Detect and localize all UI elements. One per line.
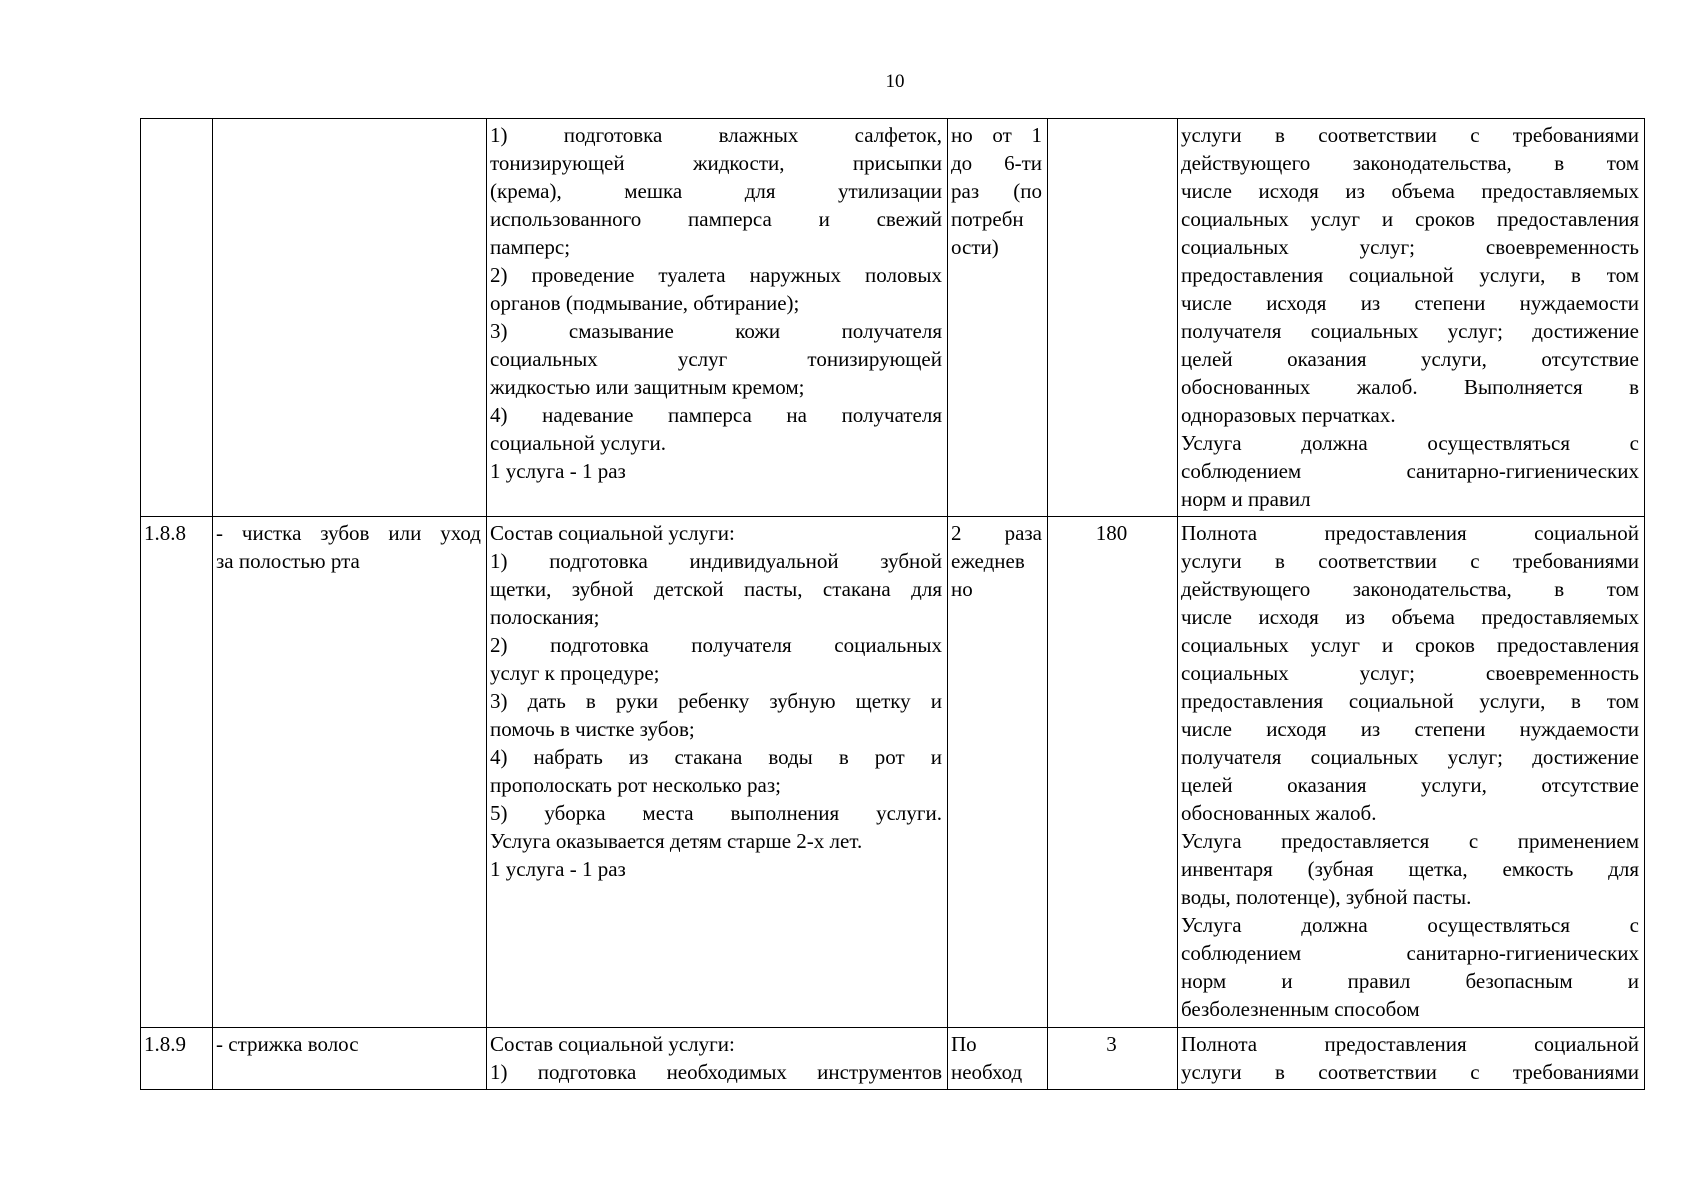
text-line: услуги в соответствии с требованиями — [1181, 123, 1639, 147]
text-line: По — [951, 1032, 977, 1056]
text-line: 3) дать в руки ребенку зубную щетку и — [490, 689, 942, 713]
text-line: 3) смазывание кожи получателя — [490, 319, 942, 343]
text-line: соблюдением санитарно-гигиенических — [1181, 459, 1639, 483]
text-line: безболезненным способом — [1181, 997, 1420, 1021]
text-line: 1 услуга - 1 раз — [490, 857, 626, 881]
text-line: социальных услуг; своевременность — [1181, 235, 1639, 259]
text-line: норм и правил — [1181, 487, 1311, 511]
text-line: памперс; — [490, 235, 571, 259]
service-cost-cell — [1048, 119, 1178, 517]
text-line: раз (по — [951, 179, 1042, 203]
services-table — [140, 118, 1645, 1090]
text-line: 2) проведение туалета наружных половых — [490, 263, 942, 287]
text-line: за полостью рта — [216, 549, 360, 573]
text-line: услуги в соответствии с требованиями — [1181, 1060, 1639, 1084]
text-line: действующего законодательства, в том — [1181, 577, 1639, 601]
text-line: социальных услуг; своевременность — [1181, 661, 1639, 685]
text-line: Услуга предоставляется с применением — [1181, 829, 1639, 853]
text-line: 2) подготовка получателя социальных — [490, 633, 942, 657]
text-line: тонизирующей жидкости, присыпки — [490, 151, 942, 175]
text-line: но от 1 — [951, 123, 1042, 147]
service-code-cell: 1.8.8 — [141, 517, 213, 1028]
text-line: числе исходя из объема предоставляемых — [1181, 179, 1639, 203]
text-line: инвентаря (зубная щетка, емкость для — [1181, 857, 1639, 881]
service-name-cell — [213, 119, 487, 517]
service-frequency-cell — [948, 119, 1048, 517]
text-line: 1) подготовка влажных салфеток, — [490, 123, 942, 147]
text-line: органов (подмывание, обтирание); — [490, 291, 800, 315]
text-line: числе исходя из степени нуждаемости — [1181, 291, 1639, 315]
text-line: полоскания; — [490, 605, 600, 629]
text-line: получателя социальных услуг; достижение — [1181, 745, 1639, 769]
text-line: Состав социальной услуги: — [490, 1032, 735, 1056]
service-criteria-cell — [1178, 1028, 1645, 1090]
text-line: обоснованных жалоб. — [1181, 801, 1377, 825]
text-line: 1) подготовка индивидуальной зубной — [490, 549, 942, 573]
text-line: Полнота предоставления социальной — [1181, 521, 1639, 545]
text-line: одноразовых перчатках. — [1181, 403, 1396, 427]
text-line: Услуга должна осуществляться с — [1181, 913, 1639, 937]
text-line: 1 услуга - 1 раз — [490, 459, 626, 483]
text-line: услуги в соответствии с требованиями — [1181, 549, 1639, 573]
text-line: прополоскать рот несколько раз; — [490, 773, 781, 797]
service-name-cell — [213, 1028, 487, 1090]
text-line: Полнота предоставления социальной — [1181, 1032, 1639, 1056]
text-line: но — [951, 577, 973, 601]
text-line: использованного памперса и свежий — [490, 207, 942, 231]
text-line: ости) — [951, 235, 999, 259]
table-row — [141, 119, 1645, 517]
text-line: социальных услуг тонизирующей — [490, 347, 942, 371]
text-line: целей оказания услуги, отсутствие — [1181, 347, 1639, 371]
text-line: щетки, зубной детской пасты, стакана для — [490, 577, 942, 601]
service-content-cell — [487, 119, 948, 517]
service-name-cell — [213, 517, 487, 1028]
text-line: предоставления социальной услуги, в том — [1181, 263, 1639, 287]
service-frequency-cell — [948, 517, 1048, 1028]
text-line: потребн — [951, 207, 1024, 231]
text-line: соблюдением санитарно-гигиенических — [1181, 941, 1639, 965]
text-line: ежеднев — [951, 549, 1025, 573]
text-line: (крема), мешка для утилизации — [490, 179, 942, 203]
text-line: 4) надевание памперса на получателя — [490, 403, 942, 427]
text-line: жидкостью или защитным кремом; — [490, 375, 805, 399]
service-criteria-cell — [1178, 517, 1645, 1028]
text-line: социальных услуг и сроков предоставления — [1181, 633, 1639, 657]
text-line: 1) подготовка необходимых инструментов — [490, 1060, 942, 1084]
text-line: числе исходя из объема предоставляемых — [1181, 605, 1639, 629]
text-line: числе исходя из степени нуждаемости — [1181, 717, 1639, 741]
text-line: Услуга должна осуществляться с — [1181, 431, 1639, 455]
text-line: необход — [951, 1060, 1023, 1084]
text-line: 5) уборка места выполнения услуги. — [490, 801, 942, 825]
table-row — [141, 517, 1645, 1028]
service-code-cell — [141, 119, 213, 517]
text-line: - чистка зубов или уход — [216, 521, 481, 545]
text-line: Состав социальной услуги: — [490, 521, 735, 545]
text-line: помочь в чистке зубов; — [490, 717, 695, 741]
service-criteria-cell — [1178, 119, 1645, 517]
service-cost-cell: 3 — [1048, 1028, 1178, 1090]
text-line: социальной услуги. — [490, 431, 666, 455]
text-line: Услуга оказывается детям старше 2-х лет. — [490, 829, 863, 853]
page-number: 10 — [885, 71, 905, 92]
service-content-cell — [487, 517, 948, 1028]
service-code-cell: 1.8.9 — [141, 1028, 213, 1090]
text-line: - стрижка волос — [216, 1032, 359, 1056]
text-line: действующего законодательства, в том — [1181, 151, 1639, 175]
text-line: услуг к процедуре; — [490, 661, 660, 685]
text-line: 2 раза — [951, 521, 1042, 545]
service-content-cell — [487, 1028, 948, 1090]
service-frequency-cell — [948, 1028, 1048, 1090]
service-cost-cell: 180 — [1048, 517, 1178, 1028]
text-line: обоснованных жалоб. Выполняется в — [1181, 375, 1639, 399]
text-line: целей оказания услуги, отсутствие — [1181, 773, 1639, 797]
text-line: получателя социальных услуг; достижение — [1181, 319, 1639, 343]
text-line: предоставления социальной услуги, в том — [1181, 689, 1639, 713]
text-line: до 6-ти — [951, 151, 1042, 175]
text-line: социальных услуг и сроков предоставления — [1181, 207, 1639, 231]
table-row — [141, 1028, 1645, 1090]
text-line: норм и правил безопасным и — [1181, 969, 1639, 993]
text-line: 4) набрать из стакана воды в рот и — [490, 745, 942, 769]
text-line: воды, полотенце), зубной пасты. — [1181, 885, 1472, 909]
